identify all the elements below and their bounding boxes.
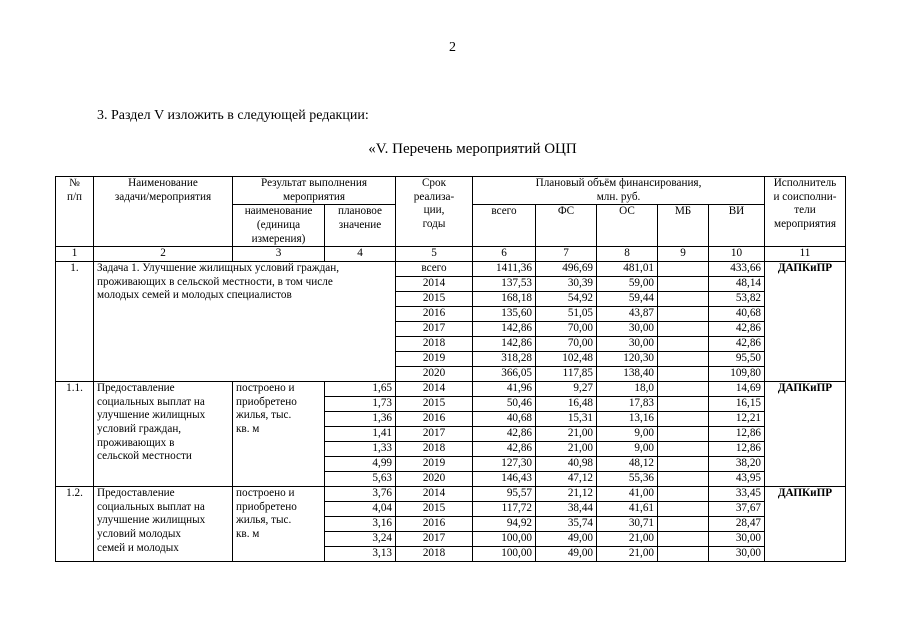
cell-fs: 40,98	[536, 456, 597, 471]
cell-os: 13,16	[597, 411, 658, 426]
task-text-line: молодых семей и молодых специалистов	[97, 289, 292, 302]
cell-mb	[658, 531, 709, 546]
cell-os: 21,00	[597, 546, 658, 561]
cell-total: 41,96	[473, 381, 536, 396]
cell-vi: 14,69	[709, 381, 765, 396]
cell-year: 2016	[396, 306, 473, 321]
measure-unit-line: жилья, тыс.	[236, 409, 292, 422]
cell-year: 2020	[396, 366, 473, 381]
header-result-name	[233, 205, 325, 247]
table-header	[56, 177, 846, 262]
cell-os: 30,00	[597, 336, 658, 351]
cell-plan: 4,99	[325, 456, 396, 471]
cell-mb	[658, 426, 709, 441]
cell-plan: 3,13	[325, 546, 396, 561]
header-finance-line: млн. руб.	[596, 190, 641, 203]
cell-year: 2018	[396, 441, 473, 456]
measure-name-line: условий молодых	[97, 527, 181, 540]
cell-total: 168,18	[473, 291, 536, 306]
cell-vi: 33,45	[709, 486, 765, 501]
measure-unit-line: кв. м	[236, 527, 260, 540]
measure-name-line: сельской местности	[97, 450, 192, 463]
cell-mb	[658, 321, 709, 336]
cell-os: 30,00	[597, 321, 658, 336]
header-finance-line: Плановый объём финансирования,	[535, 177, 702, 189]
cell-total: 42,86	[473, 441, 536, 456]
header-result-name-line: (единица	[256, 218, 301, 231]
header-result-plan	[325, 205, 396, 247]
header-term-line: Срок	[421, 177, 447, 189]
column-number: 6	[473, 247, 536, 262]
measure-unit-line: построено и	[236, 381, 295, 394]
cell-year: 2016	[396, 516, 473, 531]
cell-plan: 3,76	[325, 486, 396, 501]
header-executor-line: тели	[794, 204, 816, 217]
measure-unit	[233, 381, 325, 486]
cell-mb	[658, 276, 709, 291]
header-num-line: п/п	[66, 190, 83, 203]
cell-fs: 21,00	[536, 441, 597, 456]
cell-year: 2017	[396, 531, 473, 546]
cell-vi: 12,86	[709, 426, 765, 441]
cell-total: 94,92	[473, 516, 536, 531]
cell-plan: 1,73	[325, 396, 396, 411]
table-row	[56, 486, 846, 501]
cell-vi: 30,00	[709, 531, 765, 546]
cell-mb	[658, 261, 709, 276]
cell-year: 2019	[396, 351, 473, 366]
header-executor	[765, 177, 846, 247]
column-number: 7	[536, 247, 597, 262]
cell-total: 318,28	[473, 351, 536, 366]
cell-fs: 70,00	[536, 321, 597, 336]
measure-name-line: улучшение жилищных	[97, 409, 206, 422]
measure-number: 1.1.	[56, 381, 94, 486]
measure-unit-line: приобретено	[236, 500, 297, 513]
cell-mb	[658, 546, 709, 561]
header-result-name-line: наименование	[244, 205, 313, 218]
cell-vi: 12,21	[709, 411, 765, 426]
cell-vi: 30,00	[709, 546, 765, 561]
cell-year: 2019	[396, 456, 473, 471]
column-number: 9	[658, 247, 709, 262]
cell-total: 40,68	[473, 411, 536, 426]
cell-vi: 433,66	[709, 261, 765, 276]
header-result-plan-line: плановое	[337, 205, 383, 218]
header-mb: МБ	[658, 205, 709, 247]
header-term-line: годы	[422, 217, 446, 230]
header-name	[94, 177, 233, 247]
cell-os: 55,36	[597, 471, 658, 486]
cell-plan: 5,63	[325, 471, 396, 486]
cell-mb	[658, 486, 709, 501]
cell-vi: 43,95	[709, 471, 765, 486]
cell-plan: 1,33	[325, 441, 396, 456]
cell-os: 481,01	[597, 261, 658, 276]
cell-year: 2018	[396, 336, 473, 351]
header-term-line: реализа-	[413, 190, 455, 203]
header-executor-line: мероприятия	[774, 217, 836, 230]
header-name-line: Наименование	[128, 177, 198, 189]
header-result-name-line: измерения)	[251, 232, 306, 245]
cell-total: 135,60	[473, 306, 536, 321]
cell-year: 2017	[396, 321, 473, 336]
table-body	[56, 261, 846, 561]
cell-mb	[658, 441, 709, 456]
cell-total: 1411,36	[473, 261, 536, 276]
cell-plan: 3,16	[325, 516, 396, 531]
cell-mb	[658, 336, 709, 351]
header-result-line: Результат выполнения	[261, 177, 367, 189]
cell-os: 120,30	[597, 351, 658, 366]
cell-mb	[658, 381, 709, 396]
cell-total: 137,53	[473, 276, 536, 291]
cell-total: 100,00	[473, 546, 536, 561]
task-text-line: проживающих в сельской местности, в том числе	[97, 275, 333, 288]
cell-year: 2018	[396, 546, 473, 561]
cell-vi: 53,82	[709, 291, 765, 306]
cell-vi: 109,80	[709, 366, 765, 381]
header-result-plan-line: значение	[338, 218, 382, 231]
cell-fs: 496,69	[536, 261, 597, 276]
cell-mb	[658, 516, 709, 531]
cell-plan: 4,04	[325, 501, 396, 516]
measure-name-line: Предоставление	[97, 381, 175, 394]
table-row	[56, 261, 846, 276]
header-result	[233, 177, 396, 205]
cell-vi: 16,15	[709, 396, 765, 411]
cell-year: 2020	[396, 471, 473, 486]
cell-mb	[658, 471, 709, 486]
column-number: 5	[396, 247, 473, 262]
table-row	[56, 381, 846, 396]
cell-os: 48,12	[597, 456, 658, 471]
cell-year: 2014	[396, 276, 473, 291]
column-number: 4	[325, 247, 396, 262]
cell-vi: 37,67	[709, 501, 765, 516]
cell-mb	[658, 291, 709, 306]
cell-year: 2014	[396, 486, 473, 501]
measure-name-line: условий граждан,	[97, 422, 182, 435]
cell-fs: 21,12	[536, 486, 597, 501]
task-number: 1.	[56, 261, 94, 381]
cell-mb	[658, 306, 709, 321]
cell-vi: 38,20	[709, 456, 765, 471]
measure-name-line: улучшение жилищных	[97, 514, 206, 527]
cell-vi: 40,68	[709, 306, 765, 321]
cell-total: 117,72	[473, 501, 536, 516]
measure-name	[94, 381, 233, 486]
cell-total: 95,57	[473, 486, 536, 501]
cell-fs: 102,48	[536, 351, 597, 366]
cell-vi: 12,86	[709, 441, 765, 456]
cell-plan: 3,24	[325, 531, 396, 546]
header-num-line: №	[69, 177, 80, 189]
cell-fs: 51,05	[536, 306, 597, 321]
cell-total: 366,05	[473, 366, 536, 381]
measure-unit-line: жилья, тыс.	[236, 514, 292, 527]
column-number: 10	[709, 247, 765, 262]
column-number: 3	[233, 247, 325, 262]
column-numbers-row	[56, 247, 846, 262]
column-number: 11	[765, 247, 846, 262]
cell-os: 18,0	[597, 381, 658, 396]
header-finance	[473, 177, 765, 205]
cell-fs: 16,48	[536, 396, 597, 411]
cell-vi: 42,86	[709, 321, 765, 336]
measure-name-line: социальных выплат на	[97, 500, 205, 513]
cell-os: 21,00	[597, 531, 658, 546]
cell-os: 59,44	[597, 291, 658, 306]
header-fs: ФС	[536, 205, 597, 247]
intro-text: 3. Раздел V изложить в следующей редакции:	[97, 108, 369, 123]
cell-plan: 1,65	[325, 381, 396, 396]
measure-name	[94, 486, 233, 561]
cell-mb	[658, 456, 709, 471]
measure-unit	[233, 486, 325, 561]
cell-plan: 1,41	[325, 426, 396, 441]
cell-os: 138,40	[597, 366, 658, 381]
header-num	[56, 177, 94, 247]
cell-mb	[658, 411, 709, 426]
measure-name-line: семей и молодых	[97, 541, 179, 554]
cell-os: 30,71	[597, 516, 658, 531]
cell-year: 2015	[396, 396, 473, 411]
header-total: всего	[473, 205, 536, 247]
cell-fs: 49,00	[536, 546, 597, 561]
header-result-line: мероприятия	[283, 190, 345, 203]
cell-year: всего	[396, 261, 473, 276]
cell-fs: 117,85	[536, 366, 597, 381]
measure-number: 1.2.	[56, 486, 94, 561]
measure-name-line: Предоставление	[97, 486, 175, 499]
measures-table	[55, 176, 846, 562]
cell-fs: 70,00	[536, 336, 597, 351]
header-os: ОС	[597, 205, 658, 247]
column-number: 1	[56, 247, 94, 262]
column-number: 2	[94, 247, 233, 262]
header-term-line: ции,	[423, 204, 445, 217]
cell-vi: 28,47	[709, 516, 765, 531]
cell-fs: 47,12	[536, 471, 597, 486]
cell-mb	[658, 396, 709, 411]
cell-os: 9,00	[597, 441, 658, 456]
cell-year: 2014	[396, 381, 473, 396]
cell-year: 2015	[396, 291, 473, 306]
cell-vi: 48,14	[709, 276, 765, 291]
cell-year: 2017	[396, 426, 473, 441]
page-number: 2	[449, 40, 456, 55]
cell-year: 2015	[396, 501, 473, 516]
cell-total: 100,00	[473, 531, 536, 546]
header-executor-line: Исполнитель	[773, 177, 837, 189]
cell-os: 9,00	[597, 426, 658, 441]
cell-vi: 95,50	[709, 351, 765, 366]
column-number: 8	[597, 247, 658, 262]
executor: ДАПКиПР	[765, 381, 846, 486]
header-vi: ВИ	[709, 205, 765, 247]
task-text-line: Задача 1. Улучшение жилищных условий граждан,	[97, 261, 340, 274]
cell-fs: 9,27	[536, 381, 597, 396]
cell-year: 2016	[396, 411, 473, 426]
task-text	[94, 261, 396, 381]
header-name-line: задачи/мероприятия	[114, 190, 212, 203]
cell-total: 50,46	[473, 396, 536, 411]
cell-fs: 38,44	[536, 501, 597, 516]
cell-vi: 42,86	[709, 336, 765, 351]
cell-fs: 49,00	[536, 531, 597, 546]
cell-os: 41,00	[597, 486, 658, 501]
cell-fs: 21,00	[536, 426, 597, 441]
cell-os: 59,00	[597, 276, 658, 291]
cell-mb	[658, 366, 709, 381]
measure-unit-line: кв. м	[236, 422, 260, 435]
measure-name-line: социальных выплат на	[97, 395, 205, 408]
cell-total: 127,30	[473, 456, 536, 471]
cell-total: 42,86	[473, 426, 536, 441]
cell-fs: 15,31	[536, 411, 597, 426]
cell-total: 146,43	[473, 471, 536, 486]
cell-fs: 54,92	[536, 291, 597, 306]
cell-plan: 1,36	[325, 411, 396, 426]
cell-os: 43,87	[597, 306, 658, 321]
header-term	[396, 177, 473, 247]
cell-mb	[658, 501, 709, 516]
cell-total: 142,86	[473, 336, 536, 351]
cell-mb	[658, 351, 709, 366]
cell-fs: 30,39	[536, 276, 597, 291]
cell-os: 41,61	[597, 501, 658, 516]
executor: ДАПКиПР	[765, 261, 846, 381]
measure-unit-line: построено и	[236, 486, 295, 499]
cell-total: 142,86	[473, 321, 536, 336]
cell-os: 17,83	[597, 396, 658, 411]
section-title: «V. Перечень мероприятий ОЦП	[368, 141, 577, 157]
header-executor-line: и соисполни-	[773, 190, 837, 203]
measure-unit-line: приобретено	[236, 395, 297, 408]
executor: ДАПКиПР	[765, 486, 846, 561]
measure-name-line: проживающих в	[97, 436, 175, 449]
cell-fs: 35,74	[536, 516, 597, 531]
